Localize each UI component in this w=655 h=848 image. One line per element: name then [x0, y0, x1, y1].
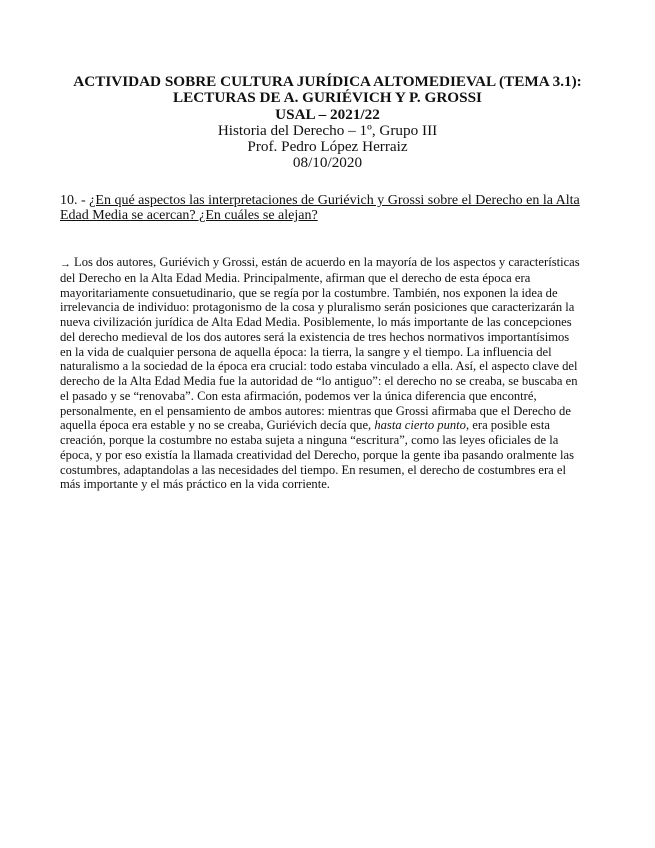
- answer-line: irrelevancia de individuo: protagonismo de la cosa y pluralismo serán posiciones que caracterizarán la: [60, 300, 575, 315]
- answer-line: [60, 255, 600, 271]
- answer-line: época, y por eso existía la llamada creatividad del Derecho, porque la gente iba pasando oralmente las: [60, 447, 575, 462]
- answer-line: en la vida de cualquier persona de aquella época: la tierra, la sangre y el tiempo. La influencia del: [60, 344, 552, 359]
- institution-year: USAL – 2021/22: [275, 105, 380, 123]
- professor-name: Prof. Pedro López Herraiz: [247, 138, 408, 156]
- answer-line: del Derecho en la Alta Edad Media. Principalmente, afirman que el derecho de esta época era: [60, 270, 531, 285]
- answer-line-text: aquella época era estable y no se creaba, Guriévich decía que,: [60, 418, 375, 433]
- answer-line-text: , era posible esta: [465, 418, 550, 433]
- answer-line: personalmente, en el pensamiento de ambos autores: mientras que Grossi afirmaba que el Derecho de: [60, 403, 571, 418]
- answer-line-text: Los dos autores, Guriévich y Grossi, están de acuerdo en la mayoría de los aspectos y características: [74, 255, 580, 269]
- question-block: [60, 194, 600, 224]
- title-line-2: LECTURAS DE A. GURIÉVICH Y P. GROSSI: [173, 89, 482, 107]
- answer-line: creación, porque la costumbre no estaba sujeta a ninguna “escritura”, como las leyes oficiales de la: [60, 433, 559, 447]
- course-info: Historia del Derecho – 1º, Grupo III: [217, 121, 438, 139]
- answer-line: mayoritariamente consuetudinario, que se regía por la costumbre. También, nos exponen la idea de: [60, 285, 558, 300]
- question-number: 10. -: [60, 193, 90, 208]
- arrow-right-icon: →: [60, 258, 71, 270]
- answer-line: nueva civilización jurídica de Alta Edad Media. Posiblemente, lo más importante de las concepciones: [60, 315, 572, 329]
- question-text: ¿En qué aspectos las interpretaciones de Guriévich y Grossi sobre el Derecho en la Alta Edad Media se acercan? ¿En cuáles se alejan?: [60, 193, 580, 223]
- answer-line: del derecho medieval de los dos autores será la existencia de tres hechos normativos importantísimos: [60, 329, 570, 344]
- italic-emphasis: hasta cierto punto: [374, 418, 466, 433]
- answer-line: costumbres, adaptandolas a las necesidades del tiempo. En resumen, el derecho de costumbres era el: [60, 462, 567, 477]
- answer-line: más importante y el más práctico en la vida corriente.: [60, 477, 330, 492]
- document-date: 08/10/2020: [292, 154, 363, 172]
- answer-line: naturalismo a la sociedad de la época era crucial: todo estaba vinculado a ella. Así, el aspecto clave del: [60, 359, 578, 374]
- document-header: [56, 74, 599, 172]
- answer-paragraph: [60, 255, 600, 492]
- answer-line: derecho de la Alta Edad Media fue la autoridad de “lo antiguo”: el derecho no se creaba, se buscaba en: [60, 374, 578, 388]
- answer-line: [60, 418, 600, 433]
- answer-line: el pasado y se “renovaba”. Con esta afirmación, podemos ver la única diferencia que encontré,: [60, 388, 537, 403]
- title-line-1: ACTIVIDAD SOBRE CULTURA JURÍDICA ALTOMEDIEVAL (TEMA 3.1):: [73, 73, 582, 90]
